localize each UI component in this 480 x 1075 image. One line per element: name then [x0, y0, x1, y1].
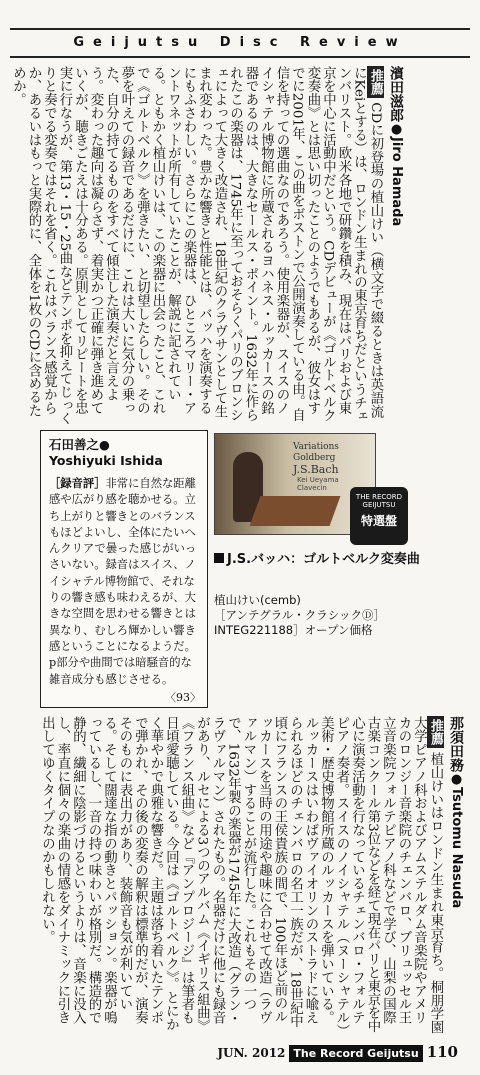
reviewer1-body-text: CDに初登場の植山けい（横文字で綴るときは英語流にKeiとする）は、ロンドン生まれの東京育ちだというチェンバリスト。欧米各地で研鑽を積み、現在はパリおよび東京を中心に活動中だという。CDデビューが《ゴルトベルク変奏曲》とは思い切ったことのようでもあるが、彼女はすでに2001年、この曲をボストンで公開演奏している由。自信を持っての選曲なのであろう。使用楽器が、スイスのノイシャテル博物館に所蔵されるヨハネス・ルッカースの銘器であるのは、大きなセールス・ポイント。1632年に作られたこの楽器は、1745年に至っておそらくパリのブロンシェによって大きく改造され、18世紀のクラヴサンとして生まれ変わった。豊かな響きと性能とは、バッハを演奏するにもふさわしい。さらにこの楽器は、ひところマリー・アントワネットが所有していたことが、解説に記されている。ともかく植山けいは、この楽器に出会ったこと、これで《ゴルトベルク》を弾きたい、と切望したらしい。その夢を叶えての録音であるだけに、これは大いに気分の乗った、自分の持てるものをすべて傾注した演奏だと言えよう。変わった趣向は凝らさず、着実かつ正確に弾き進めていくが、聴きごたえは十分ある。原則としてリピートを忠実に行なうが、第13・15・25曲などテンポを抑えてじっくりと奏でる変奏ではそれを省く。これはバランス感覚からか、あるいはもっと実際的に、全体を1枚のCDに含めるためか。	[10, 66, 383, 426]
cover-title-text: Variations Goldberg J.S.Bach	[293, 442, 339, 476]
reviewer2-name: 那須田務	[448, 716, 464, 772]
reviewer2-heading	[446, 716, 466, 1036]
recording-review-text	[49, 475, 201, 687]
recording-review-label: ［録音評］	[49, 476, 106, 490]
footer-magazine: The Record Geijutsu	[289, 1045, 422, 1062]
recording-reviewer-romaji: Yoshiyuki Ishida	[49, 453, 163, 468]
reviewer2-recommend-badge: 推薦	[427, 716, 445, 748]
reviewer2-marker-icon: ●	[449, 772, 464, 787]
album-label: ［アンテグラル・クラシックⒹ］	[214, 608, 386, 622]
reviewer2-romaji: Tsutomu Nasuda	[449, 787, 464, 909]
album-title: J.S.バッハ：ゴルトベルク変奏曲	[214, 548, 420, 567]
recording-review-box	[40, 430, 208, 708]
reviewer1-name: 濱田滋郎	[388, 66, 404, 122]
seal-top-text: THE RECORD GEIJUTSU	[355, 493, 403, 509]
reviewer1-marker-icon: ●	[389, 122, 404, 137]
reviewer1-heading	[386, 66, 406, 426]
album-catalog: INTEG221188］オープン価格	[214, 623, 373, 637]
reviewer1-recommend-badge: 推薦	[367, 66, 385, 98]
recording-review-body: 非常に自然な距離感や広がり感を聴かせる。立ち上がりと響きとのバランスもほどよいし、全体にたいへんクリアで曇った感じがいっさいない。録音はスイス、ノイシャテル博物館で、それなりの響き感も味わえるが、大きな空間を思わせる響きとは異なり、むしろ輝かしい響き感ということになるようだ。p部分や曲間では暗騒音的な雑音成分も感じさせる。	[49, 477, 197, 686]
recording-reviewer-marker-icon: ●	[99, 437, 110, 452]
reviewer2-body-column	[39, 716, 444, 1036]
seal-bottom-text: 特選盤	[360, 514, 397, 528]
header-rule-top	[10, 28, 470, 30]
cover-artist-text: Kei Ueyama Clavecin	[297, 476, 339, 492]
header-rule-bottom	[10, 56, 470, 58]
recording-reviewer-name: 石田善之●	[49, 437, 110, 452]
reviewer1-body-column	[12, 66, 384, 426]
harpsichord-shape	[250, 496, 341, 526]
page-footer	[217, 1043, 458, 1061]
album-performer: 植山けい(cemb)	[214, 593, 301, 607]
album-title-bullet-icon	[214, 553, 224, 563]
footer-page-number: 110	[426, 1043, 458, 1061]
reviewer1-romaji: Jiro Hamada	[389, 137, 404, 227]
recording-score: 〈93〉	[165, 691, 201, 704]
special-selection-seal	[350, 487, 408, 545]
reviewer2-body-text: 植山けいはロンドン生まれ東京育ち。桐朋学園大学ピアノ科およびアムステルダム音楽院やアメリカのロンジー音楽院のチェンバロ、ブリュッセル王立音楽院フォルテピアノ科などで学び、山梨の国際古楽コンクール第3位などを経て現在パリと東京を中心に演奏活動を行なっているチェンバロ・フォルテピアノ奏者。スイスのノイシャテル（ヌーシャテル）美術・歴史博物館所蔵のルッカースを弾いている。ルッカースはいわばヴァイオリンのストラドに喩えられるほどのチェンバロの名工一族だが、18世紀中頃にフランスの王侯貴族の間で、100年ほど前のルッカースを当時の用途や趣味に合わせて改造（ラヴァルマン）することが流行した。これもその一つで、1632年製の楽器が1745年に大改造（グラン・ラヴァルマン）されたもの。名器だけに他にも録音があり、ルセによる3つのアルバム《イギリス組曲》《フランス組曲》など『アンプロジージ』は筆者も日頃愛聴している。今回は《ゴルトベルク》。とにかく華やかで典雅な響きだ。主題は落ち着いたテンポで弾かれ、その後の変奏の解釈は標準的だが、演奏そのものに表出力があり、装飾音も気が利いている。そして闊達な指の動きとパッション。楽器が鳴っているし、一音の持つ味わいが格別だ。構造的で静的、繊細に陰影づけるというよりは、音楽に没入し、率直に個々の楽曲の情感をダイナミックに引き出してゆくタイプなのかもしれない。	[39, 716, 443, 1034]
page-header-title: Geijutsu Disc Review	[73, 35, 407, 50]
footer-issue: JUN. 2012	[217, 1046, 286, 1060]
